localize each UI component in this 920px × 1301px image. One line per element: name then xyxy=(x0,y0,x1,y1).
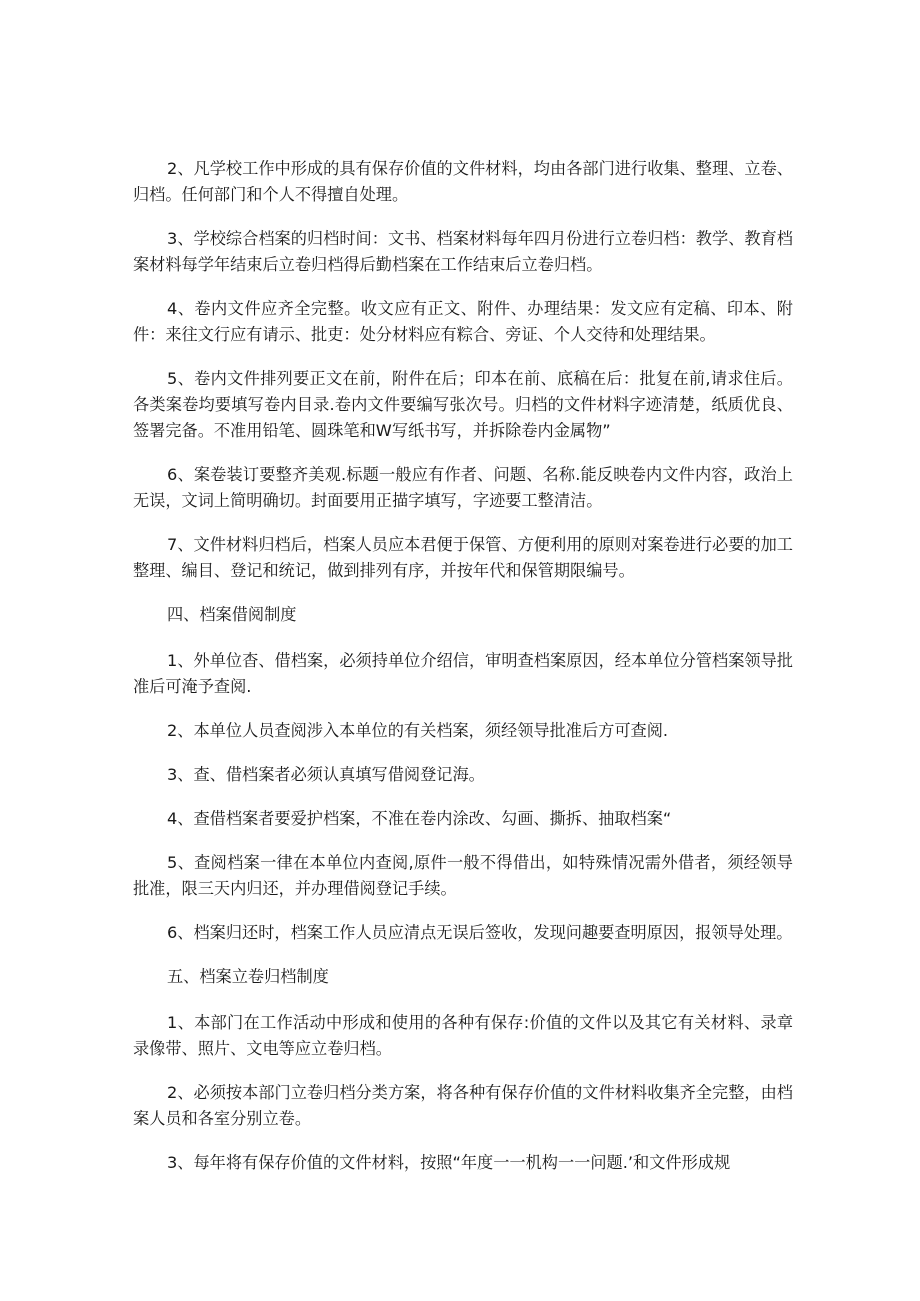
paragraph: 7、文件材料归档后，档案人员应本君便于保管、方便利用的原则对案卷进行必要的加工整理、编目、登记和统记，做到排列有序，并按年代和保管期限编号。 xyxy=(133,535,793,580)
document-page xyxy=(133,156,793,1194)
paragraph: 2、本单位人员查阅涉入本单位的有关档案，须经领导批准后方可查阅. xyxy=(167,721,669,740)
paragraph: 6、档案归还时，档案工作人员应清点无误后签收，发现问趣要查明原因，报领导处理。 xyxy=(167,923,793,942)
paragraph: 3、学校综合档案的归档时间：文书、档案材料每年四月份进行立卷归档：教学、教育档案材料每学年结束后立卷归档得后勤档案在工作结束后立卷归档。 xyxy=(133,229,793,274)
section-heading: 五、档案立卷归档制度 xyxy=(167,967,329,986)
paragraph: 2、凡学校工作中形成的具有保存价值的文件材料，均由各部门进行收集、整理、立卷、归档。任何部门和个人不得擅自处理。 xyxy=(133,159,793,204)
paragraph: 5、卷内文件排列要正文在前，附件在后；印本在前、底稿在后：批复在前,请求住后。各类案卷均要填写卷内目录.卷内文件要编写张次号。归档的文件材料字迹清楚，纸质优良、签署完备。不准用铅笔、圆珠笔和W写纸书写，并拆除卷内金属物” xyxy=(133,369,793,440)
paragraph: 4、查借档案者要爱护档案，不准在卷内涂改、勾画、撕拆、抽取档案“ xyxy=(167,809,672,828)
paragraph: 3、查、借档案者必须认真填写借阅登记海。 xyxy=(167,765,485,784)
section-heading: 四、档案借阅制度 xyxy=(167,605,297,624)
paragraph: 4、卷内文件应齐全完整。收文应有正文、附件、办理结果：发文应有定稿、印本、附件：来往文行应有请示、批吏：处分材料应有粽合、旁证、个人交待和处理结果。 xyxy=(133,299,793,344)
paragraph: 1、外单位杳、借档案，必须持单位介绍信，审明查档案原因，经本单位分管档案领导批准后可淹予查阅. xyxy=(133,651,793,696)
paragraph: 6、案卷装订要整齐美观.标题一般应有作者、问题、名称.能反映卷内文件内容，政治上无误，文词上简明确切。封面要用正描字填写，字迹要工整清洁。 xyxy=(133,465,793,510)
paragraph: 5、查阅档案一律在本单位内查阅,原件一般不得借出，如特殊情况需外借者，须经领导批准，限三天内归还，并办理借阅登记手续。 xyxy=(133,853,793,898)
paragraph: 3、每年将有保存价值的文件材料，按照“年度一一机构一一问题.’和文件形成规 xyxy=(167,1153,731,1172)
paragraph: 1、本部门在工作活动中形成和使用的各种有保存:价值的文件以及其它有关材料、录章录像带、照片、文电等应立卷归档。 xyxy=(133,1013,793,1058)
paragraph: 2、必须按本部门立卷归档分类方案，将各种有保存价值的文件材料收集齐全完整，由档案人员和各室分别立卷。 xyxy=(133,1083,793,1128)
